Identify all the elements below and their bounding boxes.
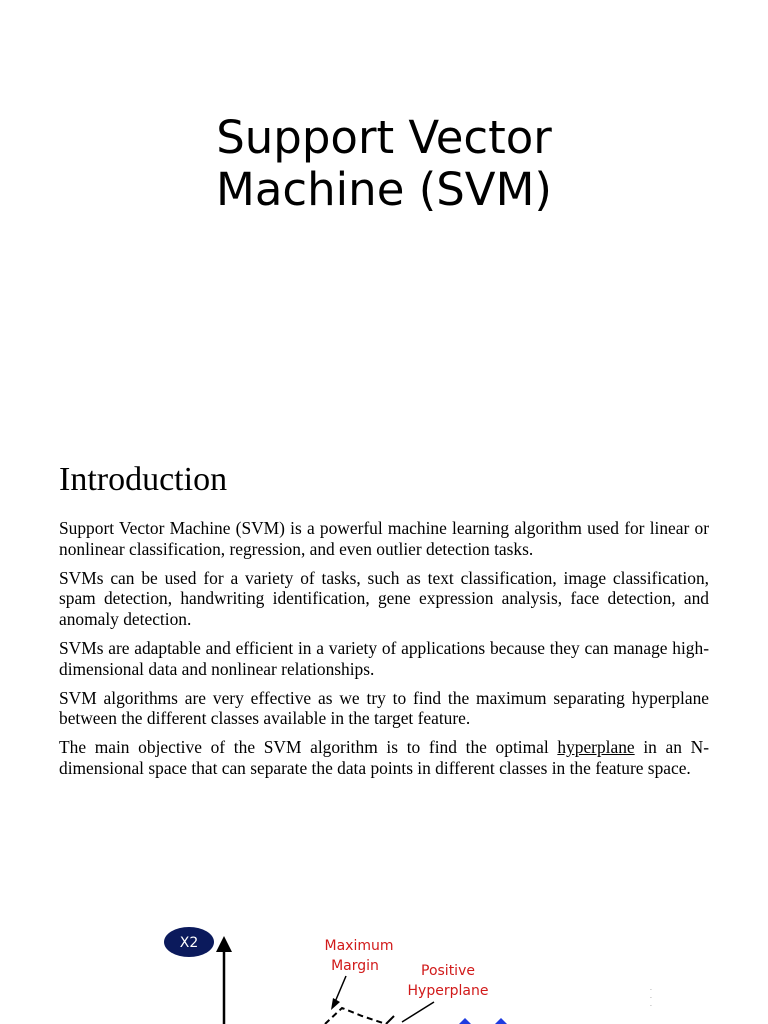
hyperplane-link[interactable]: hyperplane (557, 737, 635, 758)
cropped-text-fragment: · (650, 987, 652, 994)
section-heading: Introduction (59, 461, 228, 498)
axis-label-x2: X2 (179, 935, 199, 951)
class-point (495, 1018, 507, 1024)
paragraph-text: The main objective of the SVM algorithm is to find the optimal (59, 737, 558, 758)
paragraph: SVMs can be used for a variety of tasks, such as text classification, image classification, spam detection, handwriting identification, gene expression analysis, face detection, and anomaly detection. (59, 567, 709, 629)
paragraph: Support Vector Machine (SVM) is a powerful machine learning algorithm used for linear or nonlinear classification, regression, and even outlier detection tasks. (59, 518, 709, 559)
paragraph (59, 737, 709, 778)
label-positive-hyperplane-1: Positive (421, 963, 475, 979)
page-title (0, 112, 768, 216)
margin-arrow (335, 976, 346, 1002)
y-axis-arrowhead (216, 936, 232, 952)
label-maximum-margin-2: Margin (331, 958, 379, 974)
class-point (459, 1018, 471, 1024)
margin-arrowhead (331, 998, 340, 1010)
title-line-1: Support Vector (216, 111, 552, 164)
title-line-2: Machine (SVM) (216, 163, 552, 216)
paragraph: SVM algorithms are very effective as we try to find the maximum separating hyperplane between the different classes available in the target feature. (59, 687, 709, 729)
label-positive-hyperplane-2: Hyperplane (407, 983, 489, 999)
paragraph-text: in an N-dimensional space that can separate the data points in different classes in the feature space. (59, 737, 709, 778)
cropped-text-fragment: · (650, 1003, 652, 1010)
positive-hyperplane-pointer (402, 1002, 434, 1022)
section-body (59, 518, 709, 787)
hyperplane-stroke (386, 1016, 394, 1024)
margin-dashed-line (325, 1008, 386, 1024)
paragraph: SVMs are adaptable and efficient in a variety of applications because they can manage high-dimensional data and nonlinear relationships. (59, 637, 709, 679)
svm-diagram (150, 920, 660, 1024)
label-maximum-margin-1: Maximum (324, 938, 394, 954)
cropped-text-fragment: · (650, 995, 652, 1002)
